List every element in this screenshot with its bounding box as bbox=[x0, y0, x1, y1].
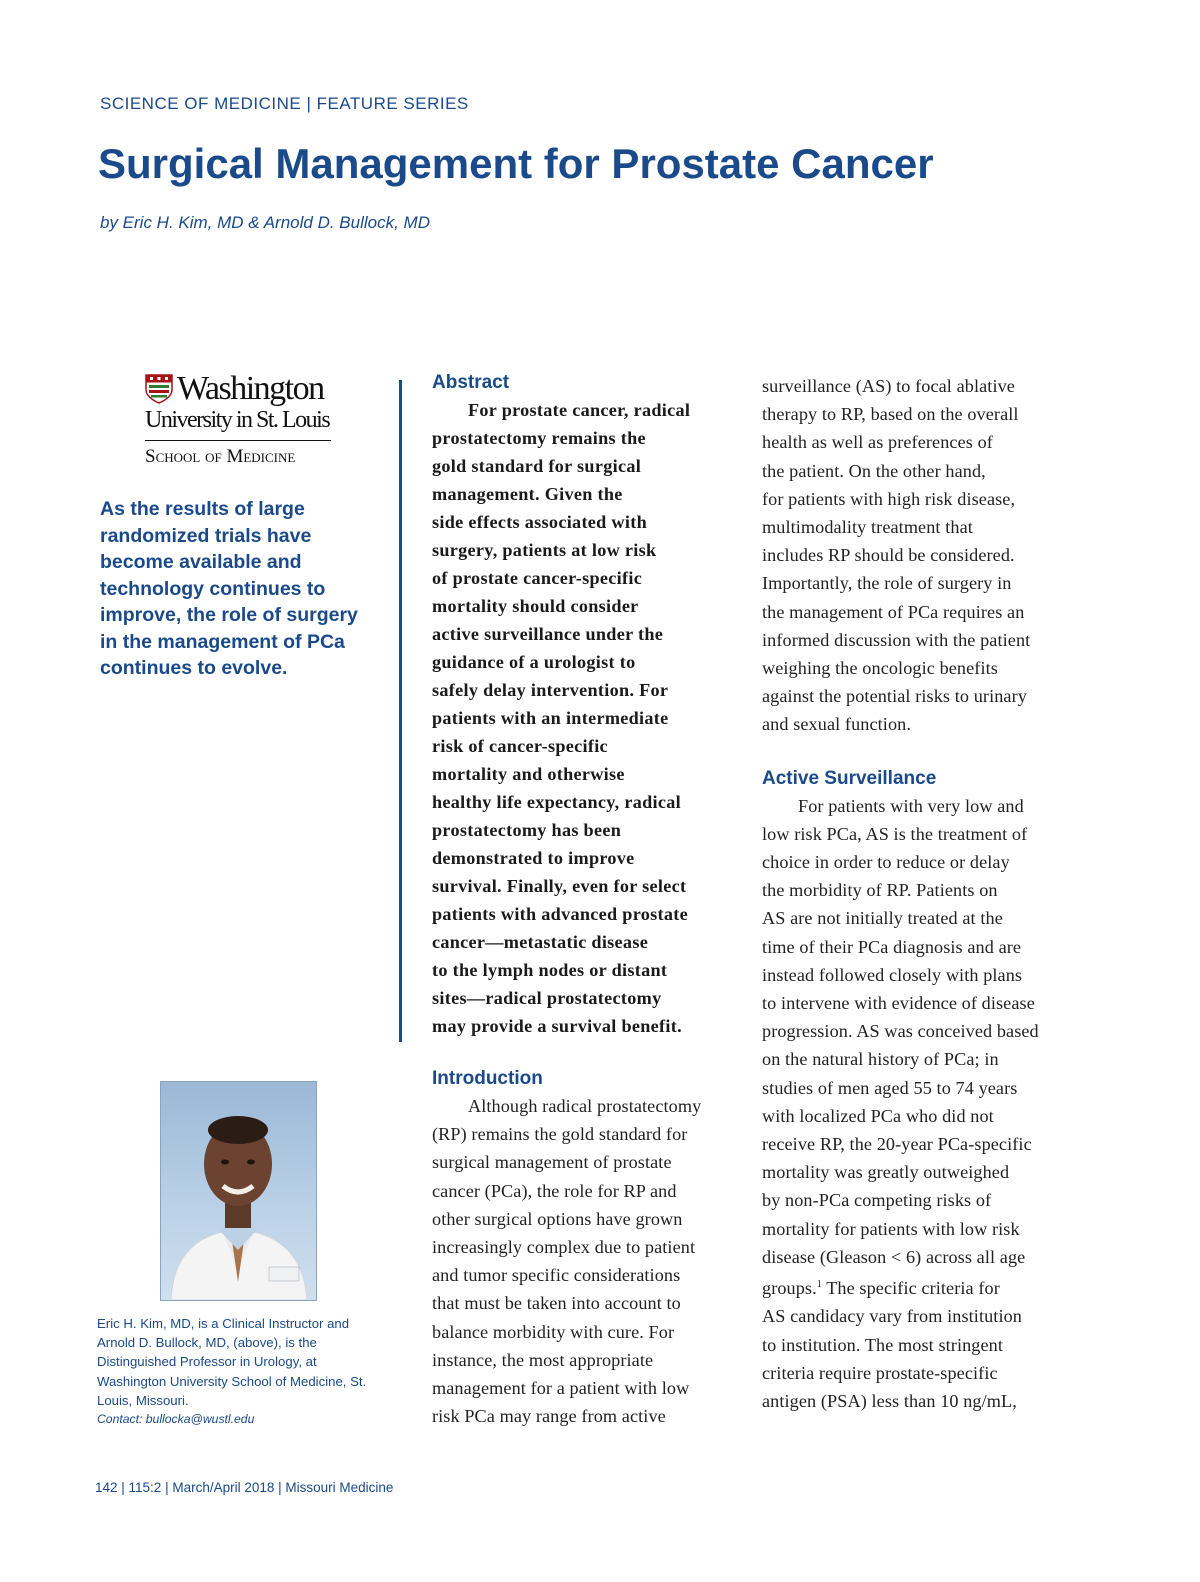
intro-cont-line: multimodality treatment that bbox=[762, 517, 973, 538]
groups-rest: The specific criteria for bbox=[821, 1278, 1000, 1299]
as-line: by non-PCa competing risks of bbox=[762, 1190, 992, 1211]
as-line: low risk PCa, AS is the treatment of bbox=[762, 823, 1028, 844]
intro-line: risk PCa may range from active bbox=[432, 1406, 666, 1427]
as-line: progression. AS was conceived based bbox=[762, 1021, 1039, 1042]
as-line: to intervene with evidence of disease bbox=[762, 993, 1035, 1014]
abstract-line: mortality and otherwise bbox=[432, 764, 625, 784]
intro-line: (RP) remains the gold standard for bbox=[432, 1124, 688, 1145]
intro-cont-line: and sexual function. bbox=[762, 714, 911, 735]
intro-line: surgical management of prostate bbox=[432, 1152, 672, 1173]
byline: by Eric H. Kim, MD & Arnold D. Bullock, MD bbox=[100, 213, 430, 232]
author-photo bbox=[160, 1081, 317, 1301]
abstract-line: sites—radical prostatectomy bbox=[432, 988, 662, 1008]
column-right bbox=[762, 372, 1074, 1415]
intro-cont-line: surveillance (AS) to focal ablative bbox=[762, 376, 1015, 396]
abstract-line: patients with advanced prostate bbox=[432, 904, 689, 924]
as-line-groups bbox=[762, 1271, 1074, 1302]
abstract-line: guidance of a urologist to bbox=[432, 652, 636, 672]
logo-school: School of Medicine bbox=[145, 446, 296, 467]
abstract-line: to the lymph nodes or distant bbox=[432, 960, 668, 980]
introduction-heading: Introduction bbox=[432, 1068, 543, 1089]
abstract-heading: Abstract bbox=[432, 372, 510, 393]
intro-cont-line: health as well as preferences of bbox=[762, 432, 993, 453]
as-line: disease (Gleason < 6) across all age bbox=[762, 1246, 1026, 1267]
abstract-line: risk of cancer-specific bbox=[432, 736, 608, 756]
article-title: Surgical Management for Prostate Cancer bbox=[98, 140, 934, 187]
as-line: choice in order to reduce or delay bbox=[762, 852, 1010, 873]
intro-cont-line: informed discussion with the patient bbox=[762, 629, 1031, 650]
abstract-line: survival. Finally, even for select bbox=[432, 876, 687, 896]
intro-line: other surgical options have grown bbox=[432, 1208, 683, 1229]
intro-cont-line: for patients with high risk disease, bbox=[762, 488, 1016, 509]
washu-logo bbox=[145, 370, 335, 469]
abstract-line: healthy life expectancy, radical bbox=[432, 792, 682, 812]
as-line: mortality for patients with low risk bbox=[762, 1218, 1020, 1239]
abstract-line: mortality should consider bbox=[432, 596, 639, 616]
as-line: studies of men aged 55 to 74 years bbox=[762, 1077, 1018, 1098]
kicker: SCIENCE OF MEDICINE | FEATURE SERIES bbox=[100, 94, 469, 113]
intro-cont-line: the management of PCa requires an bbox=[762, 601, 1025, 622]
abstract-line: patients with an intermediate bbox=[432, 708, 669, 728]
abstract-line: gold standard for surgical bbox=[432, 456, 642, 476]
intro-line: cancer (PCa), the role for RP and bbox=[432, 1180, 677, 1201]
introduction-body bbox=[432, 1092, 742, 1430]
as-line: to institution. The most stringent bbox=[762, 1334, 1004, 1355]
intro-line: increasingly complex due to patient bbox=[432, 1237, 696, 1258]
column-middle bbox=[432, 370, 742, 1430]
abstract-body bbox=[432, 396, 742, 1040]
intro-cont-line: weighing the oncologic benefits bbox=[762, 658, 998, 679]
abstract-line: demonstrated to improve bbox=[432, 848, 635, 868]
abstract-line: active surveillance under the bbox=[432, 624, 664, 644]
intro-continued-body bbox=[762, 372, 1074, 739]
as-line: on the natural history of PCa; in bbox=[762, 1049, 999, 1070]
as-line: criteria require prostate-specific bbox=[762, 1362, 998, 1383]
abstract-line: side effects associated with bbox=[432, 512, 647, 532]
as-line: AS candidacy vary from institution bbox=[762, 1306, 1022, 1327]
abstract-line: may provide a survival benefit. bbox=[432, 1016, 682, 1036]
portrait-illustration bbox=[161, 1082, 316, 1300]
footnote-ref: 1 bbox=[816, 1279, 822, 1291]
abstract-line: safely delay intervention. For bbox=[432, 680, 669, 700]
as-line: mortality was greatly outweighed bbox=[762, 1162, 1010, 1183]
as-line: instead followed closely with plans bbox=[762, 964, 1023, 985]
abstract-line: cancer—metastatic disease bbox=[432, 932, 649, 952]
active-surveillance-heading: Active Surveillance bbox=[762, 767, 937, 789]
photo-caption bbox=[97, 1314, 387, 1429]
contact-email: Contact: bullocka@wustl.edu bbox=[97, 1412, 255, 1427]
intro-cont-line: therapy to RP, based on the overall bbox=[762, 404, 1019, 425]
intro-line: management for a patient with low bbox=[432, 1378, 690, 1399]
abstract-line: For prostate cancer, radical bbox=[468, 400, 691, 420]
as-line: antigen (PSA) less than 10 ng/mL, bbox=[762, 1390, 1017, 1411]
as-line: time of their PCa diagnosis and are bbox=[762, 936, 1022, 957]
intro-cont-line: against the potential risks to urinary bbox=[762, 686, 1027, 707]
column-divider bbox=[399, 380, 402, 1042]
intro-line: and tumor specific considerations bbox=[432, 1265, 681, 1286]
shield-icon bbox=[145, 374, 173, 404]
intro-cont-line: Importantly, the role of surgery in bbox=[762, 573, 1012, 594]
groups-text: groups. bbox=[762, 1278, 817, 1299]
intro-line: balance morbidity with cure. For bbox=[432, 1321, 675, 1342]
as-line: AS are not initially treated at the bbox=[762, 908, 1003, 929]
as-line: with localized PCa who did not bbox=[762, 1105, 994, 1126]
as-line: the morbidity of RP. Patients on bbox=[762, 880, 998, 901]
page-footer: 142 | 115:2 | March/April 2018 | Missouri Medicine bbox=[95, 1480, 394, 1495]
abstract-line: management. Given the bbox=[432, 484, 623, 504]
caption-text: Eric H. Kim, MD, is a Clinical Instructor and Arnold D. Bullock, MD, (above), is the Distinguished Professor in Urology, at Washington University School of Medicine, St. Louis, Missouri. bbox=[97, 1316, 367, 1408]
intro-line: Although radical prostatectomy bbox=[468, 1096, 702, 1116]
logo-university: University in St. Louis bbox=[145, 407, 330, 433]
intro-cont-line: includes RP should be considered. bbox=[762, 545, 1015, 566]
as-line: receive RP, the 20-year PCa-specific bbox=[762, 1134, 1032, 1155]
pull-quote: As the results of large randomized trials have become available and technology continues to improve, the role of surgery in the management of PCa continues to evolve. bbox=[100, 498, 358, 679]
logo-rule bbox=[145, 440, 331, 441]
abstract-line: prostatectomy remains the bbox=[432, 428, 646, 448]
intro-cont-line: the patient. On the other hand, bbox=[762, 460, 986, 481]
intro-line: that must be taken into account to bbox=[432, 1293, 681, 1314]
abstract-line: prostatectomy has been bbox=[432, 820, 622, 840]
active-surveillance-body bbox=[762, 792, 1074, 1416]
as-line: For patients with very low and bbox=[798, 795, 1024, 816]
intro-line: instance, the most appropriate bbox=[432, 1349, 654, 1370]
abstract-line: surgery, patients at low risk bbox=[432, 540, 657, 560]
abstract-line: of prostate cancer-specific bbox=[432, 568, 643, 588]
logo-wordmark: Washington bbox=[177, 370, 324, 407]
